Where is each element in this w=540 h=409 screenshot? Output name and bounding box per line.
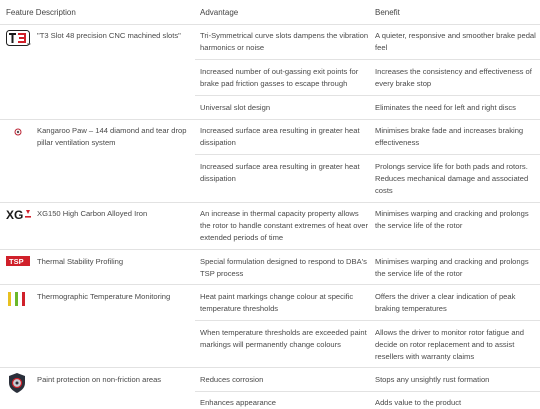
svg-text:XG: XG xyxy=(6,208,24,222)
advantage-text: Tri-Symmetrical curve slots dampens the vibration harmonics or noise xyxy=(200,31,369,52)
svg-text:TSP: TSP xyxy=(9,257,24,266)
advantage-text: Increased number of out-gassing exit points for brake pad friction gasses to escape through xyxy=(200,67,359,88)
advantage-text: Heat paint markings change colour at specific temperature thresholds xyxy=(200,292,354,313)
benefit-text: Stops any unsightly rust formation xyxy=(375,375,490,384)
t3-logo-icon xyxy=(6,30,30,46)
benefit-text: Minimises warping and cracking and prolongs the service life of the rotor xyxy=(375,257,529,278)
divider xyxy=(0,24,540,25)
divider xyxy=(0,249,540,250)
table-header xyxy=(0,0,540,24)
benefit-text: A quieter, responsive and smoother brake pedal feel xyxy=(375,31,536,52)
divider xyxy=(0,367,540,368)
thermographic-paint-icon xyxy=(6,291,28,307)
svg-text:T3: T3 xyxy=(27,42,31,46)
paint-protection-icon xyxy=(7,372,27,394)
divider xyxy=(195,95,540,96)
divider xyxy=(195,391,540,392)
advantage-text: When temperature thresholds are exceeded paint markings will permanently change colours xyxy=(200,328,367,349)
divider xyxy=(0,119,540,120)
advantage-text: An increase in thermal capacity property allows the rotor to handle constant extremes of heat over extended periods of time xyxy=(200,209,369,242)
divider xyxy=(195,154,540,155)
xg150-logo-icon xyxy=(6,208,32,222)
benefit-text: Increases the consistency and effectiveness of every brake stop xyxy=(375,67,532,88)
feature-title: Kangaroo Paw – 144 diamond and tear drop pillar ventilation system xyxy=(37,126,187,147)
feature-title: XG150 High Carbon Alloyed Iron xyxy=(37,209,148,218)
benefit-text: Offers the driver a clear indication of peak braking temperatures xyxy=(375,292,516,313)
divider xyxy=(195,320,540,321)
benefit-text: Minimises warping and cracking and prolongs the service life of the rotor xyxy=(375,209,529,230)
advantage-text: Reduces corrosion xyxy=(200,375,264,384)
divider xyxy=(0,202,540,203)
advantage-text: Increased surface area resulting in greater heat dissipation xyxy=(200,126,360,147)
benefit-text: Adds value to the product xyxy=(375,398,462,407)
header-benefit: Benefit xyxy=(375,8,400,17)
divider xyxy=(0,284,540,285)
feature-title: "T3 Slot 48 precision CNC machined slots" xyxy=(37,31,181,40)
benefit-text: Minimises brake fade and increases braking effectiveness xyxy=(375,126,524,147)
header-advantage: Advantage xyxy=(200,8,239,17)
advantage-text: Universal slot design xyxy=(200,103,271,112)
header-feature: Feature Description xyxy=(6,8,76,17)
benefit-text: Allows the driver to monitor rotor fatigue and decide on rotor replacement and to assist resellers with warranty claims xyxy=(375,328,524,361)
benefit-text: Prolongs service life for both pads and rotors. Reduces mechanical damage and associated costs xyxy=(375,162,529,195)
advantage-text: Special formulation designed to respond to DBA's TSP process xyxy=(200,257,367,278)
tsp-logo-icon xyxy=(6,256,30,266)
advantage-text: Increased surface area resulting in greater heat dissipation xyxy=(200,162,360,183)
advantage-text: Enhances appearance xyxy=(200,398,276,407)
kangaroo-paw-icon xyxy=(13,127,23,137)
feature-title: Thermographic Temperature Monitoring xyxy=(37,292,171,301)
divider xyxy=(195,59,540,60)
feature-title: Thermal Stability Profiling xyxy=(37,257,124,266)
feature-title: Paint protection on non-friction areas xyxy=(37,375,162,384)
benefit-text: Eliminates the need for left and right discs xyxy=(375,103,516,112)
